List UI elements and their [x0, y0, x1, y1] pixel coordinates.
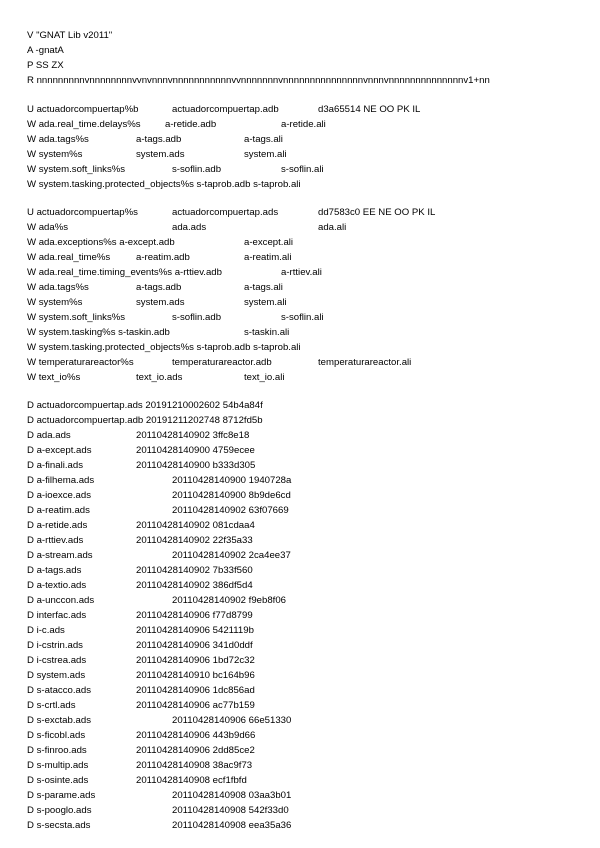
restrictions-line: R nnnnnnnnnvnnnnnnnnvvnvnnnvnnnnnnnnnnnvvnnnnnnnvnnnnnnnnnnnnnnnvnnnvnnnnnnnnnnnnnnv1+nn [27, 75, 490, 86]
dependency-stamp: 20110428140900 4759ecee [136, 445, 255, 456]
dependency-file: D s-multip.ads [27, 760, 89, 771]
dependency-stamp: 20110428140902 63f07669 [172, 505, 289, 516]
version-line: V "GNAT Lib v2011" [27, 30, 113, 41]
dependency-file: D s-atacco.ads [27, 685, 91, 696]
dependency-file: D s-exctab.ads [27, 715, 91, 726]
dependency-file: D i-cstrea.ads [27, 655, 87, 666]
dependency-file: D interfac.ads [27, 610, 87, 621]
dependency-stamp: 20110428140902 3ffc8e18 [136, 430, 250, 441]
dependency-stamp: 20110428140906 f77d8799 [136, 610, 253, 621]
dependency-stamp: 20110428140906 1bd72c32 [136, 655, 255, 666]
dependency-file: D a-finali.ads [27, 460, 83, 471]
dependency-stamp: 20110428140900 b333d305 [136, 460, 256, 471]
dependency-stamp: 20110428140908 ecf1fbfd [136, 775, 247, 786]
dependency-stamp: 20110428140906 341d0ddf [136, 640, 253, 651]
dependency-stamp: 20110428140908 03aa3b01 [172, 790, 292, 801]
dependency-stamp: 20110428140908 eea35a36 [172, 820, 292, 831]
dependency-file: D s-pooglo.ads [27, 805, 92, 816]
dependency-file: D a-rttiev.ads [27, 535, 84, 546]
dependency-stamp: 20110428140908 38ac9f73 [136, 760, 253, 771]
dependency-stamp: 20110428140906 1dc856ad [136, 685, 255, 696]
dependency-file: D ada.ads [27, 430, 71, 441]
dependency-line: D actuadorcompuertap.adb 20191211202748 8712fd5b [27, 415, 263, 426]
dependency-file: D a-reatim.ads [27, 505, 90, 516]
dependency-stamp: 20110428140900 1940728a [172, 475, 292, 486]
dependency-stamp: 20110428140906 5421119b [136, 625, 254, 636]
dependency-file: D s-osinte.ads [27, 775, 89, 786]
dependency-stamp: 20110428140902 22f35a33 [136, 535, 253, 546]
dependency-file: D a-unccon.ads [27, 595, 95, 606]
dependency-file: D s-ficobl.ads [27, 730, 86, 741]
dependency-stamp: 20110428140908 542f33d0 [172, 805, 289, 816]
dependency-file: D a-stream.ads [27, 550, 93, 561]
dependency-file: D a-tags.ads [27, 565, 82, 576]
ali-document: V "GNAT Lib v2011" A -gnatA P SS ZX R nnnnnnnnnvnnnnnnnnvvnvnnnvnnnnnnnnnnnvvnnnnnnnvnnnnnnnnnnnnnnnvnnnvnnnnnnnnnnnnnnv1+nn U actuadorcompuertap%b actuadorcompuertap.adb d3a65514 NE OO PK IL W ada.real_time.delays%s a-retide.adb a-retide.ali W ada.tags%s a-tags.adb a-tags.ali W system%s system.ads system.ali W system.soft_links%s s-soflin.adb s-soflin.ali W system.tasking.protected_objects%s s-taprob.adb s-taprob.ali U actuadorcompuertap%s actuadorcompuertap.ads dd7583c0 EE NE OO PK IL W ada%s ada.ads ada.ali W ada.exceptions%s a-except.adb a-except.ali W ada.real_time%s a-reatim.adb a-reatim.ali W ada.real_time.timing_events%s a-rttiev.adb a-rttiev.ali W ada.tags%s a-tags.adb a-tags.ali W system%s system.ads system.ali W system.soft_links%s s-soflin.adb s-soflin.ali W system.tasking%s s-taskin.adb s-taskin.ali W system.tasking.protected_objects%s s-taprob.adb s-taprob.ali W temperaturareactor%s temperaturareactor.adb temperaturareactor.ali W text_io%s text_io.ads text_io.ali D actuadorcompuertap.ads 20191210002602 54b4a84f D actuadorcompuertap.adb 20191211202748 8712fd5b D ada.ads 20110428140902 3ffc8e18 D a-except.ads 20110428140900 4759ecee D a-finali.ads 20110428140900 b333d305 D a-filhema.ads 20110428140900 1940728a D a-ioexce.ads 20110428140900 8b9de6cd D a-reatim.ads 20110428140902 63f07669 D a-retide.ads 20110428140902 081cdaa4 D a-rttiev.ads 20110428140902 22f35a33 D a-stream.ads 20110428140902 2ca4ee37 D a-tags.ads 20110428140902 7b33f560 D a-textio.ads 20110428140902 386df5d4 D a-unccon.ads 20110428140902 f9eb8f06 D interfac.ads 20110428140906 f77d8799 D i-c.ads 20110428140906 5421119b D i-cstrin.ads 20110428140906 341d0ddf D i-cstrea.ads 20110428140906 1bd72c32 D system.ads 20110428140910 bc164b96 D s-atacco.ads 20110428140906 1dc856ad D s-crtl.ads 20110428140906 ac77b159 D s-exctab.ads 20110428140906 66e51330 D s-ficobl.ads 20110428140906 443b9d66 D s-finroo.ads 20110428140906 2dd85ce2 D s-multip.ads 20110428140908 38ac9f73 D s-osinte.ads 20110428140908 ecf1fbfd D s-parame.ads 20110428140908 03aa3b01 D s-pooglo.ads 20110428140908 542f33d0 D s-secsta.ads 20110428140908 eea35a36 [27, 30, 490, 831]
dependency-file: D i-c.ads [27, 625, 65, 636]
dependency-file: D i-cstrin.ads [27, 640, 83, 651]
dependency-file: D s-parame.ads [27, 790, 96, 801]
params-line: P SS ZX [27, 60, 64, 71]
dependency-file: D s-secsta.ads [27, 820, 91, 831]
dependency-file: D a-except.ads [27, 445, 92, 456]
dependency-stamp: 20110428140900 8b9de6cd [172, 490, 291, 501]
dependency-file: D s-finroo.ads [27, 745, 87, 756]
dependency-stamp: 20110428140902 7b33f560 [136, 565, 253, 576]
dependency-file: D a-retide.ads [27, 520, 88, 531]
dependency-stamp: 20110428140906 ac77b159 [136, 700, 255, 711]
dependency-file: D a-ioexce.ads [27, 490, 91, 501]
dependency-stamp: 20110428140906 2dd85ce2 [136, 745, 255, 756]
dependency-stamp: 20110428140906 66e51330 [172, 715, 292, 726]
dependency-line: D actuadorcompuertap.ads 20191210002602 54b4a84f [27, 400, 263, 411]
dependency-file: D a-textio.ads [27, 580, 87, 591]
dependency-stamp: 20110428140902 f9eb8f06 [172, 595, 286, 606]
dependency-stamp: 20110428140902 2ca4ee37 [172, 550, 291, 561]
dependency-file: D s-crtl.ads [27, 700, 76, 711]
dependency-file: D a-filhema.ads [27, 475, 95, 486]
dependency-file: D system.ads [27, 670, 86, 681]
dependency-stamp: 20110428140902 081cdaa4 [136, 520, 255, 531]
dependency-stamp: 20110428140910 bc164b96 [136, 670, 255, 681]
dependency-stamp: 20110428140906 443b9d66 [136, 730, 256, 741]
args-line: A -gnatA [27, 45, 64, 56]
dependency-stamp: 20110428140902 386df5d4 [136, 580, 253, 591]
